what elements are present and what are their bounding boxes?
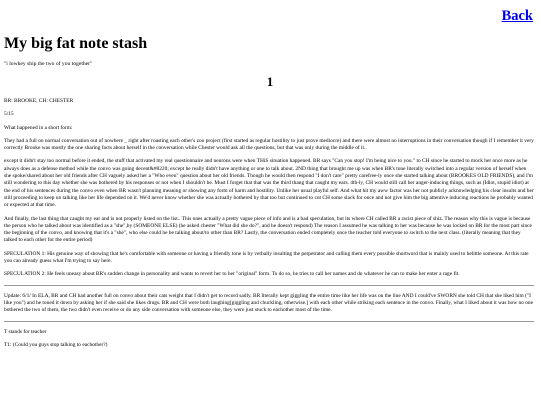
speculation-1: SPECULATION 1: His genuine way of showing that he's comfortable with someone or having a friendly tone is by verbally insulting the perpetrator and calling them every possible shortword that is mainly used to belittle someone. At this rate you can already guess what I'm trying to say here. bbox=[4, 250, 529, 265]
note-content bbox=[4, 98, 534, 355]
section-divider bbox=[4, 285, 534, 286]
speculation-2: SPECULATION 2: He feels uneasy about BR's sudden change in personality and wants to revert her to her "original" form. To do so, he tries to call her names and do whatever he can to make her enter a rage fit. bbox=[4, 271, 460, 278]
section-divider-2 bbox=[4, 321, 534, 322]
chapter-number: 1 bbox=[266, 74, 274, 89]
character-key: BR: BROOKE, CH: CHESTER bbox=[4, 98, 74, 104]
dialogue-line-t1: T1: (Could you guys stop talking to eachother?) bbox=[4, 341, 108, 348]
paragraph-3: And finally, the last thing that caught my ear and is not properly listed on the list.. This ones actually a pretty vague piece of info and is a bad speculation, but its where CH called BR a racist piece of shiz. The reason why this is vague is because the person who he talked about was identified as a "she",by (SOMEONE ELSE) (he asked chester "What did she do?", and he doesn't respond) The reason I assumed he was talking to her was because he was locked on BR for the most part since the beginning of the convo, and knowing that it's a "she", who else could he be talking about/to other than BR? Lastly, the conversation ended completely once the teacher told everyone to switch to the next class. (literally meaning that they talked to each other for the entire period) bbox=[4, 215, 532, 244]
back-link[interactable]: Back bbox=[501, 8, 533, 24]
page-title: My big fat note stash bbox=[4, 35, 148, 52]
dialogue-legend: T stands for teacher bbox=[4, 328, 47, 335]
paragraph-1: They had a full on normal conversation out of nowhere _ right after roasting each other's zoo project (first started as regular hostility to just prove mediocre) and there were almost no interruptions in their conversation though if I remember it very correctly Brooke was mostly the one sharing facts about herself in the conversation while Chester would ask all the questions, but that was only during the middle of it.. bbox=[4, 137, 534, 152]
update-paragraph: Update: 6/1/ In ELA, BR and CH had another full on convo about their cats weight that I didn't get to record sadly. BR literally kept giggling the entire time like her life was on the line AND I could've SWORN she told CH that she liked him ("I like you") and he toned it down by asking her if she said she likes drugs. BR and CH were both laughing[giggling and chuckling, otherwise.] with each other while striking each sentence in the convo. Finally, what I liked about it was how no one bothered the two of them, the two didn't even receive or do any side conversation with someone else, they were just stuck to eachother most of the time. bbox=[4, 292, 533, 314]
note-date: 5/15 bbox=[4, 111, 14, 118]
subtitle-quote: "i lowkey ship the two of you together" bbox=[4, 61, 93, 67]
summary-heading: What happened in a short form: bbox=[4, 124, 73, 131]
paragraph-2: except it didn't stay too normal before it ended, the stuff that activated my real questionnaire and neurons were when THiS situation happened. BR says "Can you stop! I'm being nice to you." to CH since he started to mock her once more as he always does as a defense method while the convo was going decent&#8220; except he really didn't have anything or one to talk about. 2ND thing that brought me up was when BR's tone literally switched into a regular version of herself when she spoke/shared about her old friends after CH vaguely asked her a "Who even" question about her old friends. Though he would then respond "I don't care" pretty carefree-ly once she started talking about (BROOKES OLD FRIENDS), and I'm still wondering to this day whether she was bothered by his responses or not when I shouldn't be. Must I forget that that was the third thang that caught my ears. 4th-ly, CH would still call her anger-inducing things, such as (Idiot, stupid idiot) at the end of his sentences during the convo even when BR wasn't planning meaning or showing any form of harm and hostility. Unlike her usual playful self. And what hit my aww factor was her not publicly acknowledging his clear insults and her still proceeding to keep on talking like her life depended on it. We'd never know whether she was actually bothered by that too but continued to cut CH some slack for once and not give him the big attentive inducing reactions he probably wanted or expected at that time. bbox=[4, 158, 534, 209]
